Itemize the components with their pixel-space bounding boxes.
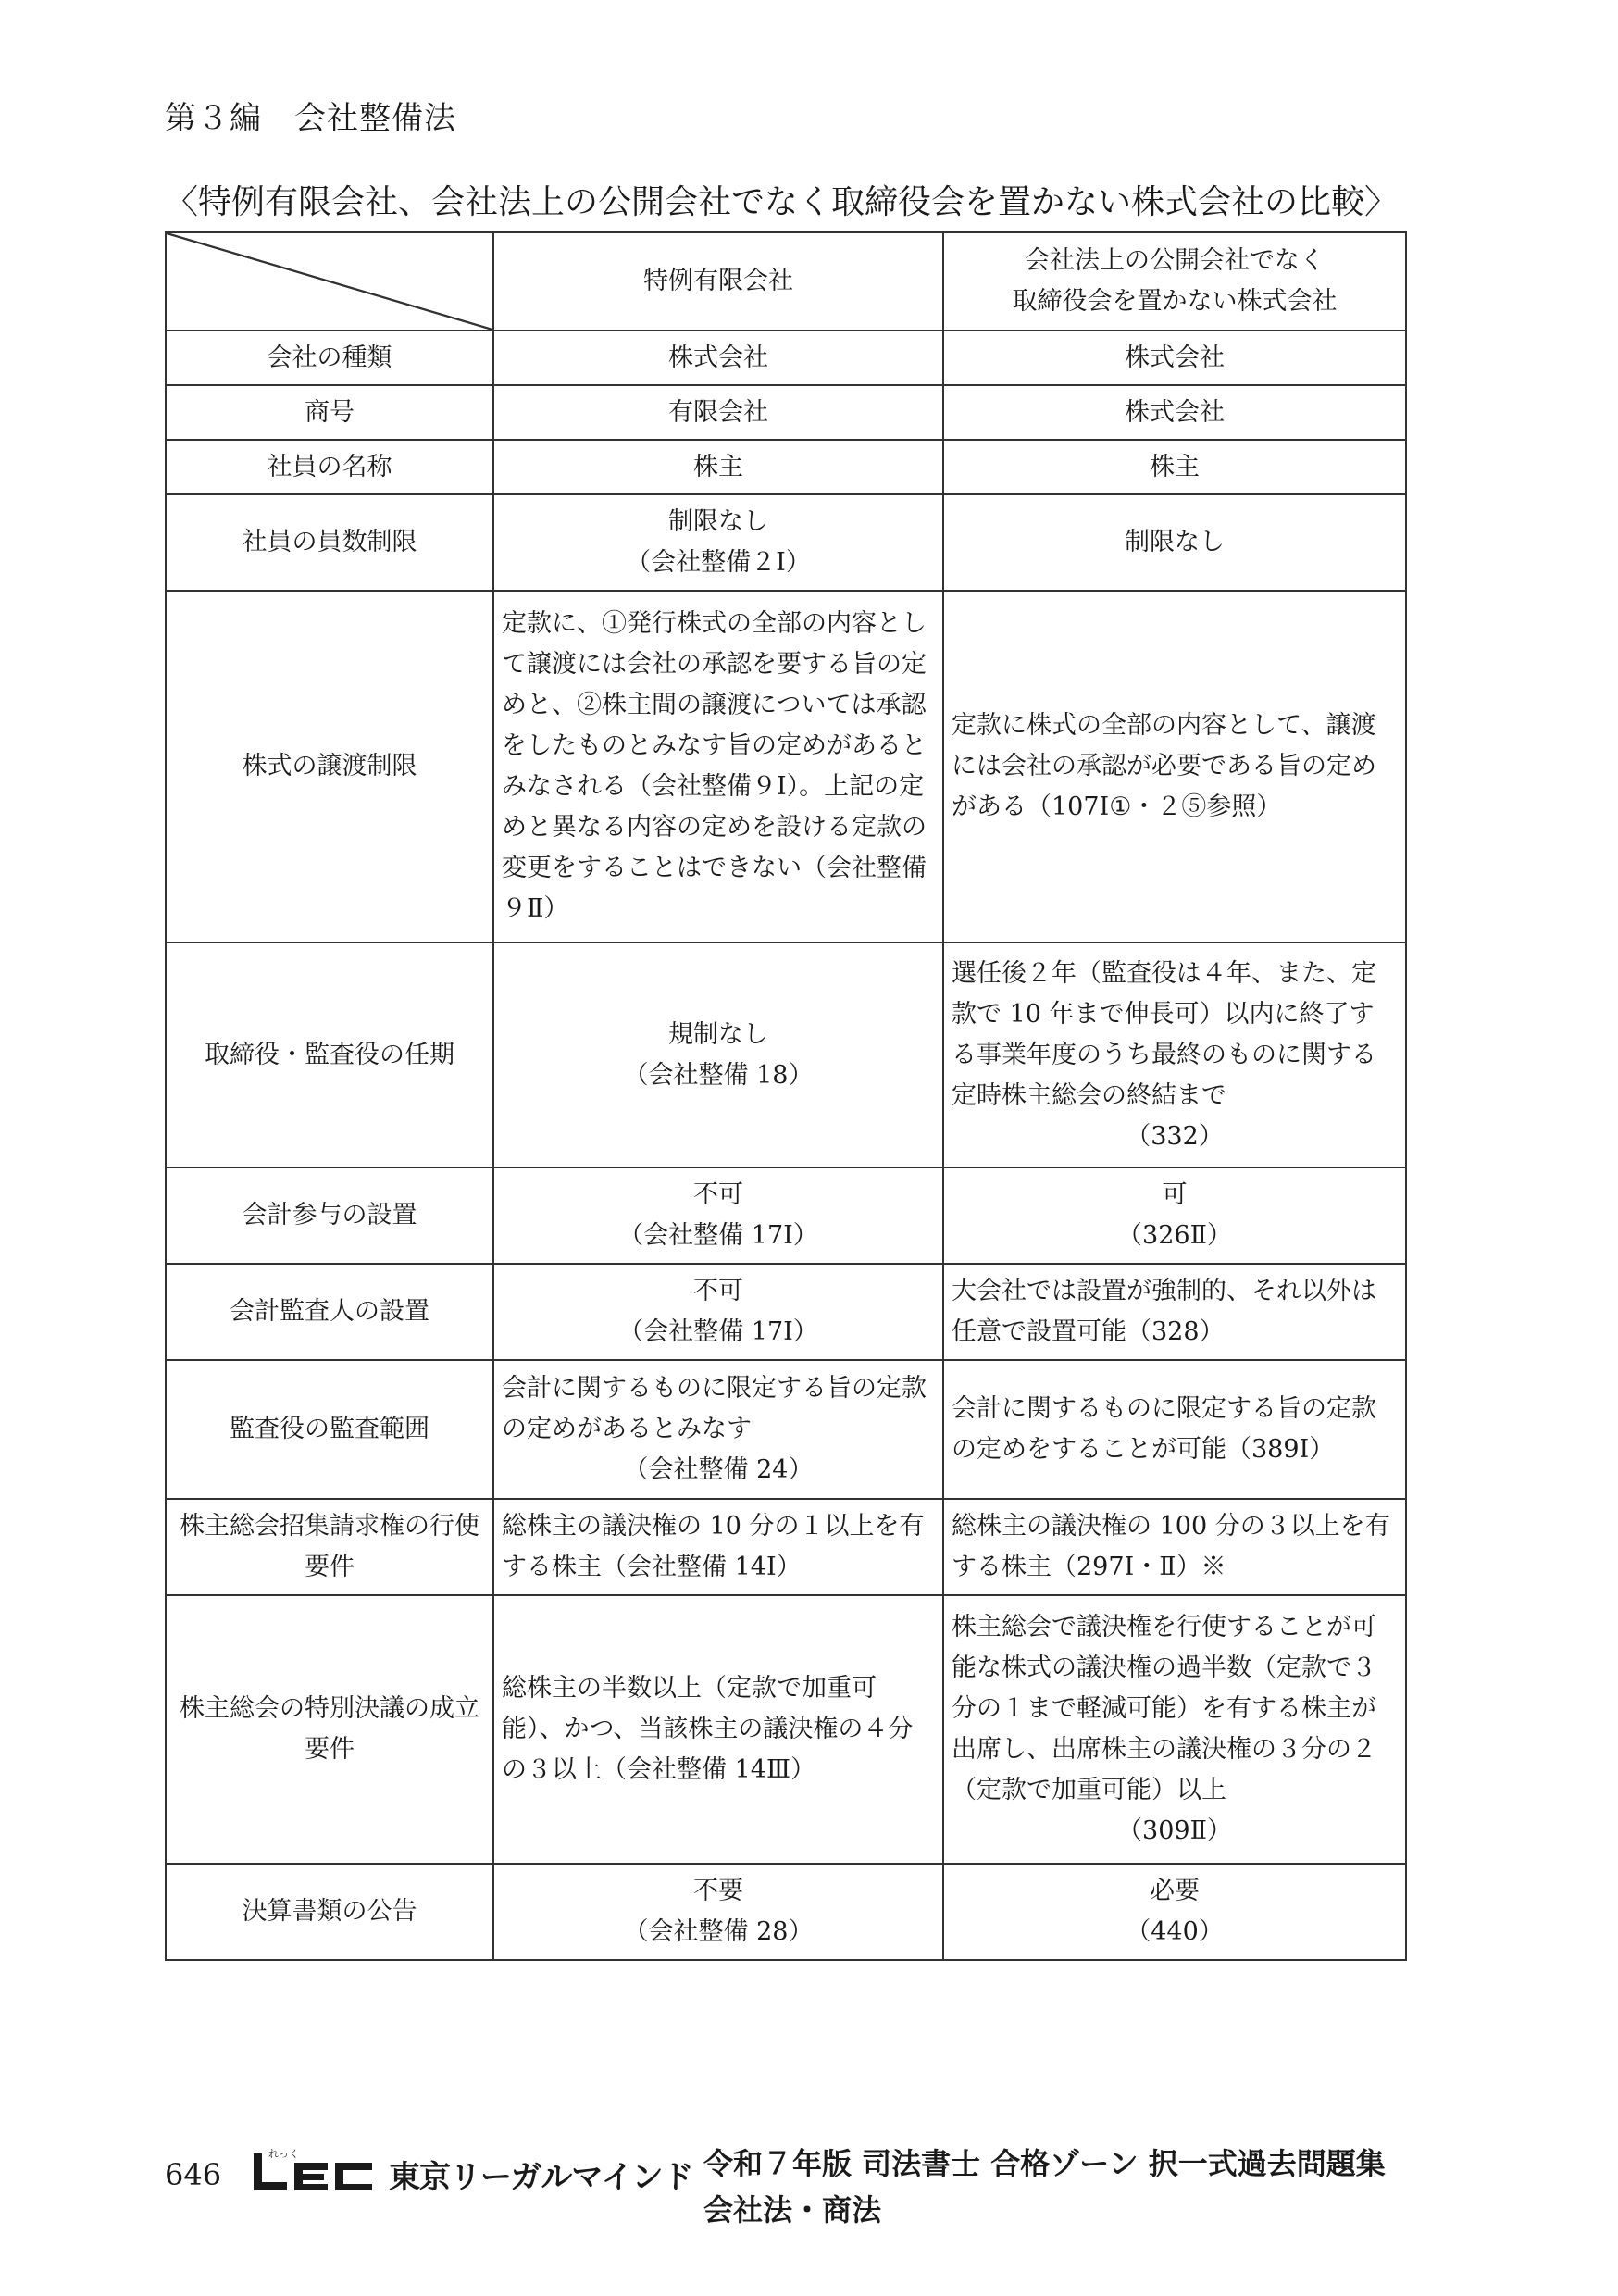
row-label: 決算書類の公告 (166, 1864, 493, 1960)
cell-tokurei: 定款に、①発行株式の全部の内容として譲渡には会社の承認を要する旨の定めと、②株主間の譲渡については承認をしたものとみなす旨の定めがあるとみなされる（会社整備９Ⅰ）。上記の定めと異なる内容の定めを設ける定款の変更をすることはできない（会社整備９Ⅱ） (493, 591, 943, 942)
cell-reference: （332） (1126, 1121, 1224, 1151)
table-row (166, 1499, 1406, 1595)
row-label: 株主総会招集請求権の行使要件 (166, 1499, 493, 1595)
lec-logo-mark (252, 2144, 389, 2196)
page-number: 646 (165, 2157, 222, 2192)
cell-text: 不要 (693, 1877, 743, 1905)
col-header-tokurei: 特例有限会社 (493, 232, 943, 331)
cell-text: 不可 (693, 1277, 743, 1305)
col-header-kabushiki (943, 232, 1406, 331)
table-row (166, 1167, 1406, 1264)
book-title-line2: 会社法・商法 (703, 2192, 882, 2227)
row-label: 会計監査人の設置 (166, 1264, 493, 1360)
cell-text: 株主総会で議決権を行使することが可能な株式の議決権の過半数（定款で３分の１まで軽減可能）を有する株主が出席し、出席株主の議決権の３分の２（定款で加重可能）以上 (952, 1613, 1376, 1804)
cell-reference: （会社整備２Ⅰ） (626, 548, 811, 577)
cell-kabushiki: 株式会社 (943, 385, 1406, 440)
table-row (166, 1864, 1406, 1960)
cell-reference: （会社整備 18） (623, 1060, 814, 1090)
row-label: 監査役の監査範囲 (166, 1360, 493, 1499)
cell-kabushiki: 会計に関するものに限定する旨の定款の定めをすることが可能（389Ⅰ） (943, 1360, 1406, 1499)
cell-kabushiki (943, 942, 1406, 1167)
row-label: 株主総会の特別決議の成立要件 (166, 1595, 493, 1864)
col-header-line2: 取締役会を置かない株式会社 (1012, 287, 1338, 316)
cell-text: 可 (1162, 1180, 1188, 1209)
cell-kabushiki: 定款に株式の全部の内容として、譲渡には会社の承認が必要である旨の定めがある（107Ⅰ①・２⑤参照） (943, 591, 1406, 942)
section-header: 第３編 会社整備法 (165, 100, 456, 137)
cell-reference: （会社整備 28） (623, 1917, 814, 1946)
cell-tokurei: 総株主の議決権の 10 分の１以上を有する株主（会社整備 14Ⅰ） (493, 1499, 943, 1595)
cell-reference: （309Ⅱ） (1117, 1816, 1232, 1845)
row-label: 取締役・監査役の任期 (166, 942, 493, 1167)
cell-kabushiki (943, 1167, 1406, 1264)
cell-reference: （会社整備 17Ⅰ） (618, 1317, 818, 1346)
corner-diagonal-cell (166, 232, 493, 331)
cell-tokurei: 総株主の半数以上（定款で加重可能）、かつ、当該株主の議決権の４分の３以上（会社整備 14Ⅲ） (493, 1595, 943, 1864)
table-row (166, 942, 1406, 1167)
cell-kabushiki: 制限なし (943, 494, 1406, 591)
book-title (703, 2140, 1386, 2233)
table-row (166, 494, 1406, 591)
cell-kabushiki (943, 1595, 1406, 1864)
comparison-table (165, 231, 1407, 1961)
cell-tokurei (493, 1264, 943, 1360)
row-label: 株式の譲渡制限 (166, 591, 493, 942)
cell-reference: （会社整備 17Ⅰ） (618, 1221, 818, 1250)
col-header-line1: 会社法上の公開会社でなく (1025, 246, 1325, 275)
cell-text: 選任後２年（監査役は４年、また、定款で 10 年まで伸長可）以内に終了する事業年度のうち最終のものに関する定時株主総会の終結まで (952, 958, 1376, 1110)
cell-tokurei: 株主 (493, 440, 943, 494)
cell-text: 不可 (693, 1180, 743, 1209)
book-title-line1: 令和７年版 司法書士 合格ゾーン 択一式過去問題集 (703, 2146, 1386, 2181)
cell-tokurei (493, 1864, 943, 1960)
cell-reference: （会社整備 24） (623, 1455, 814, 1484)
cell-text: 会計に関するものに限定する旨の定款の定めがあるとみなす (502, 1374, 927, 1443)
table-title: 〈特例有限会社、会社法上の公開会社でなく取締役会を置かない株式会社の比較〉 (165, 183, 1399, 221)
table-row (166, 1595, 1406, 1864)
table-row (166, 385, 1406, 440)
table-header-row (166, 232, 1406, 331)
cell-tokurei: 株式会社 (493, 331, 943, 385)
cell-tokurei (493, 494, 943, 591)
table-row (166, 440, 1406, 494)
cell-kabushiki: 総株主の議決権の 100 分の３以上を有する株主（297Ⅰ・Ⅱ）※ (943, 1499, 1406, 1595)
row-label: 会社の種類 (166, 331, 493, 385)
cell-text: 規制なし (668, 1019, 768, 1049)
row-label: 社員の員数制限 (166, 494, 493, 591)
cell-reference: （440） (1126, 1917, 1224, 1946)
cell-kabushiki: 大会社では設置が強制的、それ以外は任意で設置可能（328） (943, 1264, 1406, 1360)
cell-text: 必要 (1150, 1877, 1200, 1905)
cell-text: 制限なし (668, 507, 768, 536)
cell-kabushiki (943, 1864, 1406, 1960)
table-row (166, 1360, 1406, 1499)
cell-tokurei (493, 942, 943, 1167)
row-label: 商号 (166, 385, 493, 440)
cell-reference: （326Ⅱ） (1117, 1221, 1232, 1250)
row-label: 会計参与の設置 (166, 1167, 493, 1264)
cell-tokurei (493, 1167, 943, 1264)
cell-kabushiki: 株主 (943, 440, 1406, 494)
cell-tokurei (493, 1360, 943, 1499)
table-row (166, 591, 1406, 942)
cell-kabushiki: 株式会社 (943, 331, 1406, 385)
row-label: 社員の名称 (166, 440, 493, 494)
table-row (166, 1264, 1406, 1360)
table-row (166, 331, 1406, 385)
cell-tokurei: 有限会社 (493, 385, 943, 440)
lec-logo (252, 2144, 693, 2196)
logo-small-text: れっく (268, 2148, 299, 2160)
logo-company-name: 東京リーガルマインド (389, 2159, 693, 2196)
